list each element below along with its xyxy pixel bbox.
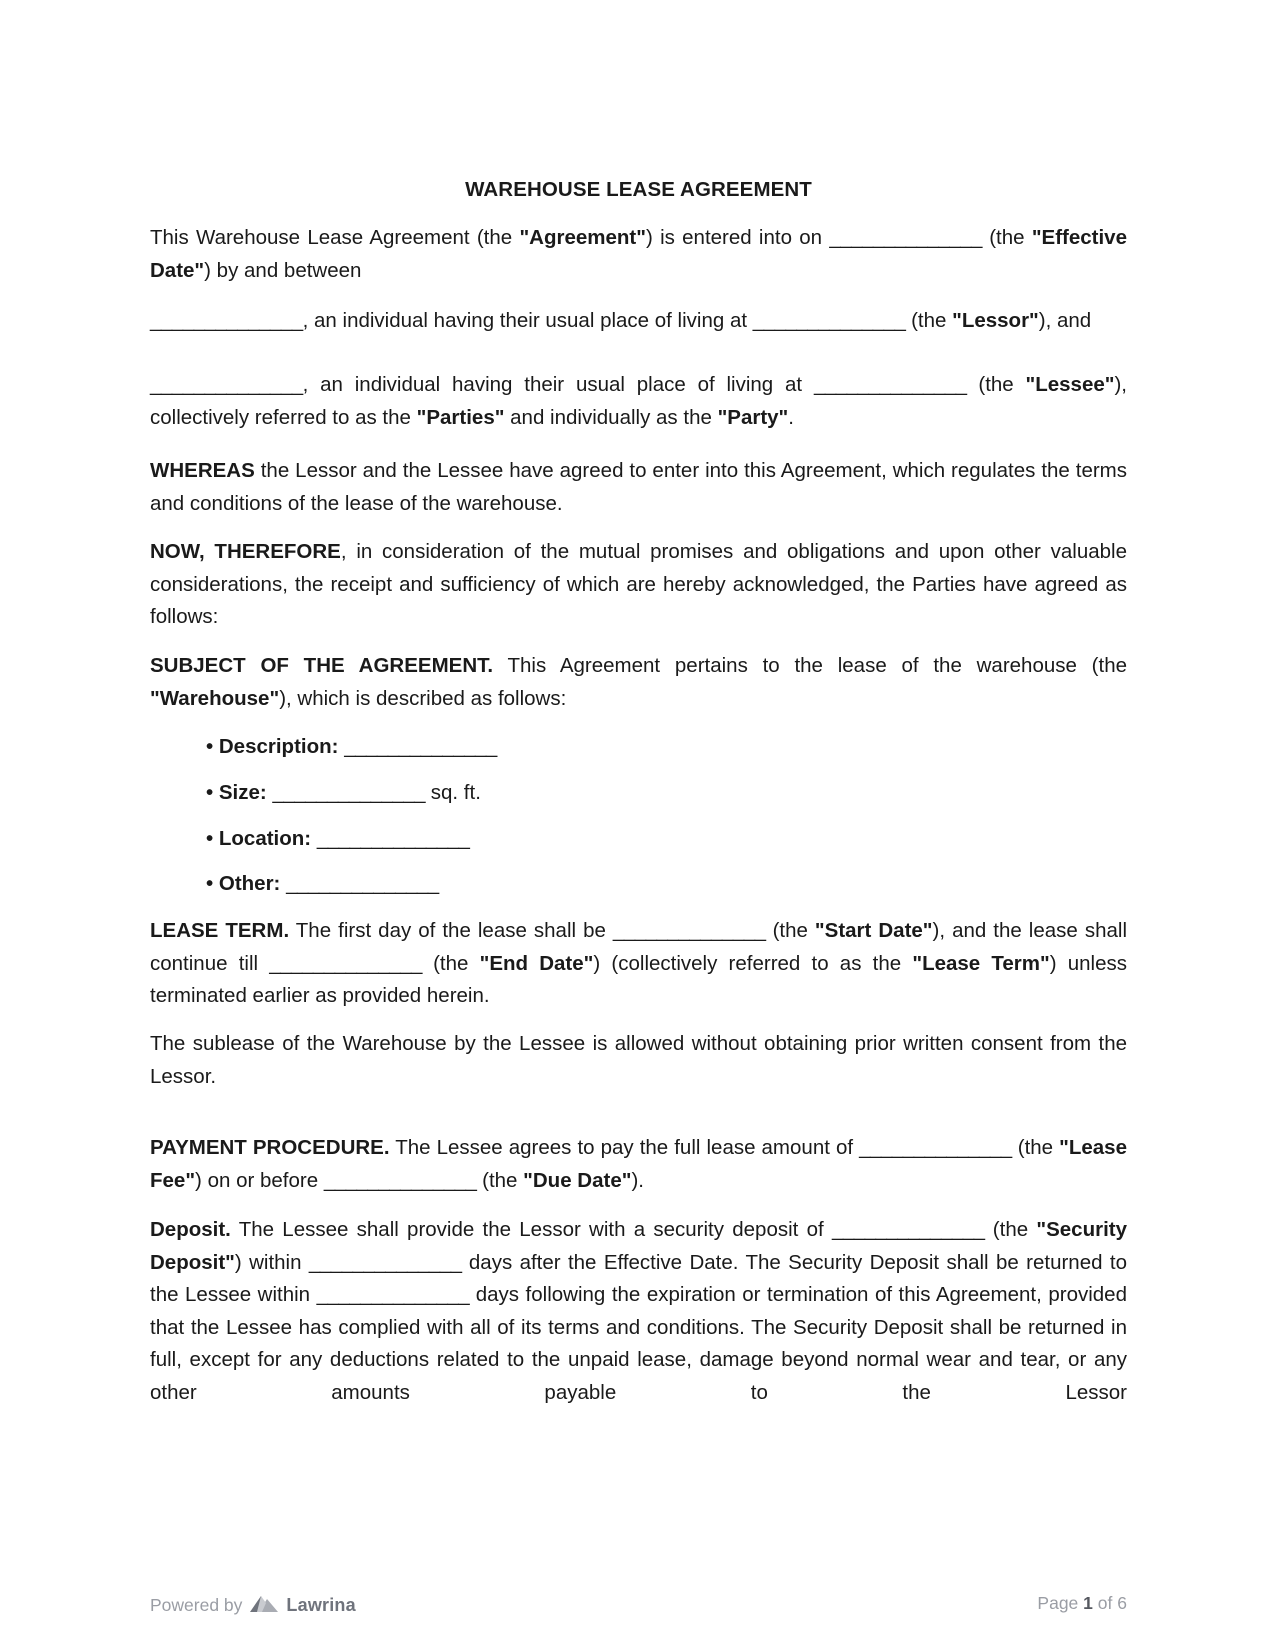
whereas-paragraph: WHEREAS the Lessor and the Lessee have agreed to enter into this Agreement, which regulates the terms and conditions of the lease of the warehouse. bbox=[150, 459, 1127, 515]
start-date-blank[interactable]: ______________ bbox=[612, 919, 766, 942]
powered-by-label: Powered by bbox=[150, 1595, 243, 1615]
lease-term-paragraph: LEASE TERM. The first day of the lease shall be ______________ (the "Start Date"), and the lease shall continue till ______________ (the "End Date") (collectively referred to as the "Lease Term") unless terminated earlier as provided herein. bbox=[150, 919, 1128, 1007]
lessee-name-blank[interactable]: ______________ bbox=[150, 373, 303, 396]
sublease-paragraph: The sublease of the Warehouse by the Lessee is allowed without obtaining prior written consent from the Lessor. bbox=[150, 1032, 1127, 1088]
lessor-paragraph: ______________, an individual having their usual place of living at ______________ (the "Lessor"), and bbox=[150, 309, 1092, 332]
end-date-blank[interactable]: ______________ bbox=[269, 951, 422, 975]
lessee-paragraph: ______________, an individual having their usual place of living at ______________ (the "Lessee"), collectively referred to as the "Parties" and individually as the "Party". bbox=[150, 373, 1128, 429]
lawrina-logo-icon bbox=[248, 1593, 280, 1618]
bullet-location: • Location: ______________ bbox=[206, 827, 470, 850]
intro-paragraph: This Warehouse Lease Agreement (the "Agreement") is entered into on ______________ (the "Effective Date") by and between bbox=[150, 226, 1127, 282]
subject-paragraph: SUBJECT OF THE AGREEMENT. This Agreement pertains to the lease of the warehouse (the "Warehouse"), which is described as follows: bbox=[150, 654, 1127, 710]
other-blank[interactable]: ______________ bbox=[286, 872, 439, 895]
return-days-blank[interactable]: ______________ bbox=[316, 1283, 470, 1306]
lessor-address-blank[interactable]: ______________ bbox=[752, 309, 906, 332]
deposit-days-blank[interactable]: ______________ bbox=[308, 1250, 462, 1274]
payment-paragraph: PAYMENT PROCEDURE. The Lessee agrees to pay the full lease amount of ______________ (the "Lease Fee") on or before ______________ (the "Due Date"). bbox=[150, 1136, 1127, 1192]
due-date-blank[interactable]: ______________ bbox=[323, 1168, 477, 1192]
bullet-size: • Size: ______________ sq. ft. bbox=[206, 781, 481, 804]
bullet-description: • Description: ______________ bbox=[206, 735, 497, 758]
effective-date-blank[interactable]: ______________ bbox=[829, 226, 982, 249]
powered-by-footer bbox=[150, 1593, 356, 1618]
lessee-address-blank[interactable]: ______________ bbox=[813, 373, 967, 396]
lease-amount-blank[interactable]: ______________ bbox=[859, 1136, 1012, 1159]
size-blank[interactable]: ______________ bbox=[272, 781, 426, 804]
bullet-other: • Other: ______________ bbox=[206, 872, 439, 895]
lessor-name-blank[interactable]: ______________ bbox=[150, 309, 303, 332]
now-therefore-paragraph: NOW, THEREFORE, in consideration of the mutual promises and obligations and upon other valuable considerations, the receipt and sufficiency of which are hereby acknowledged, the Parties have agreed as follows: bbox=[150, 540, 1127, 628]
page-indicator: Page 1 of 6 bbox=[1037, 1593, 1127, 1613]
lawrina-brand[interactable]: Lawrina bbox=[286, 1595, 356, 1615]
document-title: WAREHOUSE LEASE AGREEMENT bbox=[465, 178, 812, 201]
security-deposit-blank[interactable]: ______________ bbox=[831, 1218, 985, 1241]
deposit-paragraph: Deposit. The Lessee shall provide the Lessor with a security deposit of ______________ (the "Security Deposit") within ______________ days after the Effective Date. The Security Deposit shall be returned to the Lessee within ______________ days following the expiration or termination of this Agreement, provided that the Lessee has complied with all of its terms and conditions. The Security Deposit shall be returned in full, except for any deductions related to the unpaid lease, damage beyond normal wear and tear, or any other amounts payable to the Lessor bbox=[150, 1218, 1127, 1404]
description-blank[interactable]: ______________ bbox=[344, 735, 497, 758]
location-blank[interactable]: ______________ bbox=[316, 827, 470, 850]
